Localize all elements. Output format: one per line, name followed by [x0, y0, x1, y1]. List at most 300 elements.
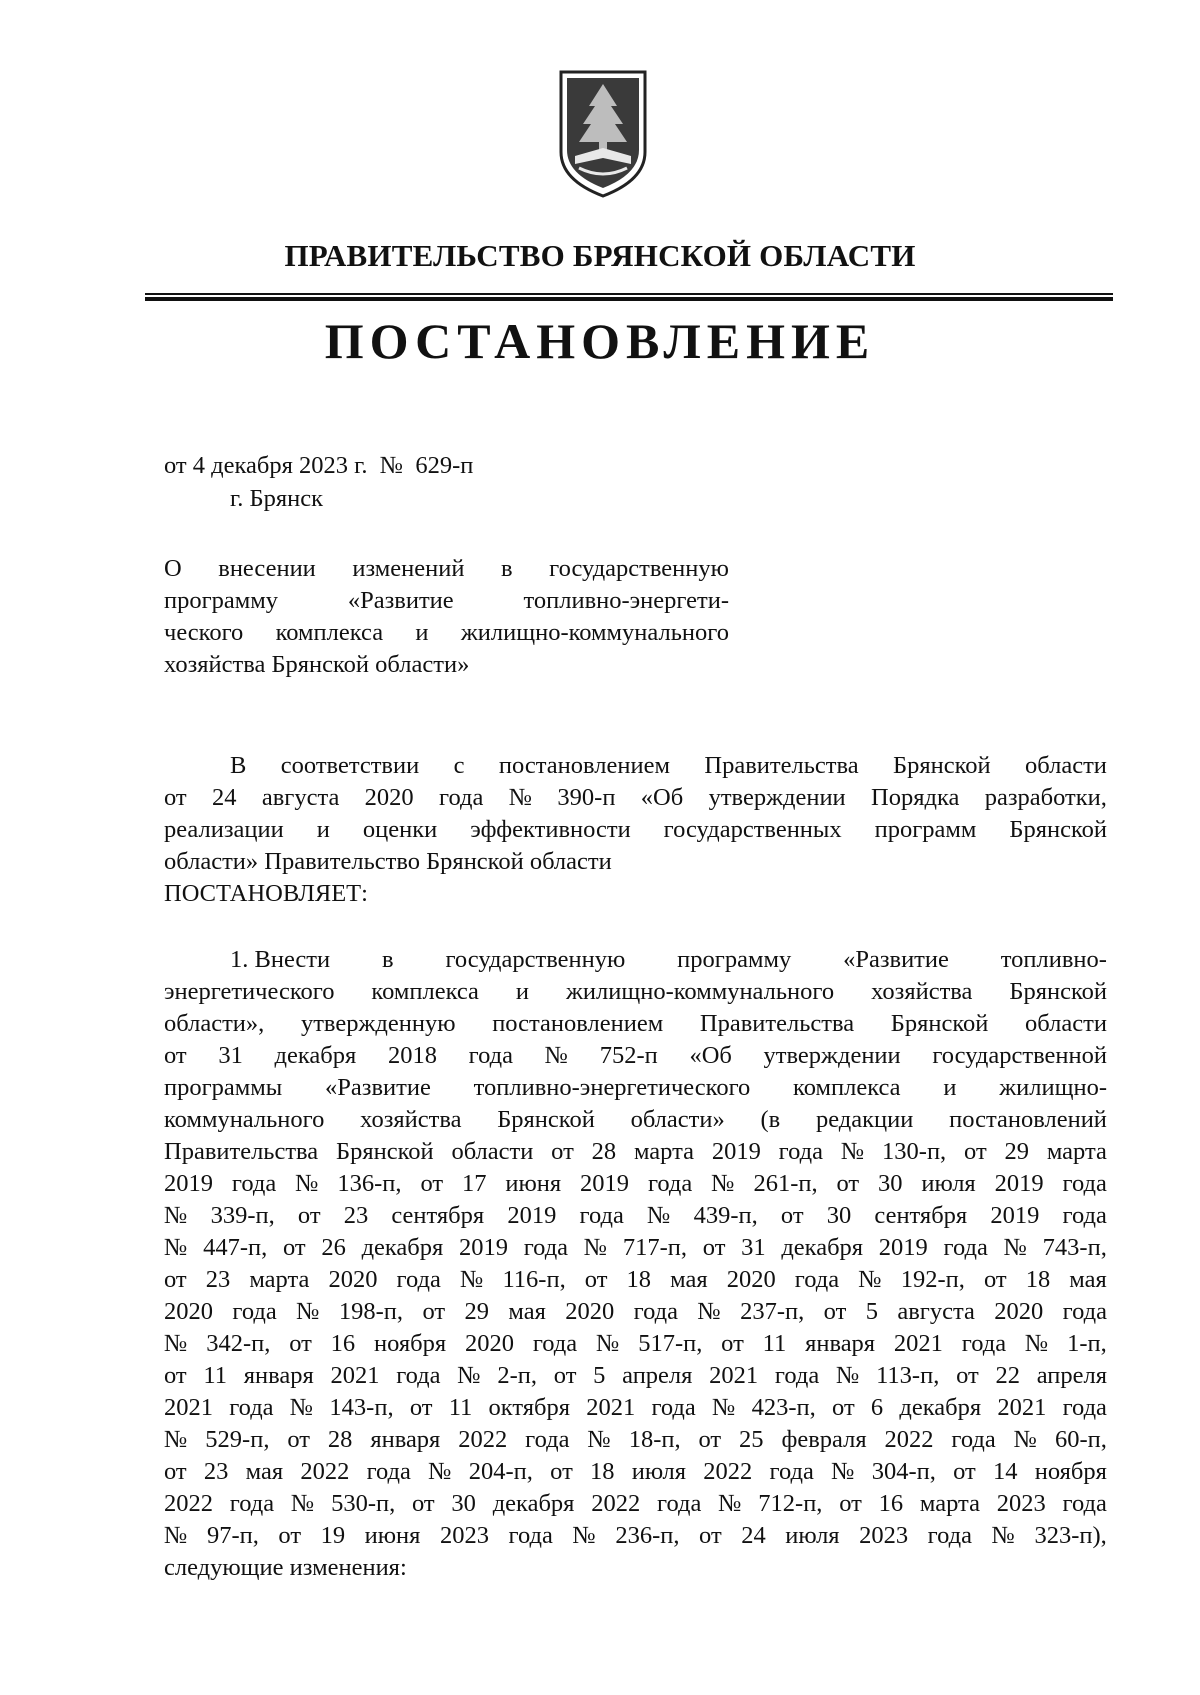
word: от	[164, 1266, 187, 1293]
word: октября	[488, 1394, 570, 1421]
word: 342-п,	[206, 1330, 271, 1357]
word: 11	[762, 1330, 787, 1357]
word: 18	[1025, 1266, 1051, 1293]
word: 5	[593, 1362, 606, 1389]
word: жилищно-коммунального	[565, 978, 835, 1005]
word: от	[983, 1266, 1007, 1293]
word: августа	[261, 784, 340, 811]
word: от	[551, 1138, 574, 1165]
word: 2020	[164, 1298, 213, 1325]
word: 2018	[387, 1042, 437, 1069]
word: 192-п,	[900, 1266, 965, 1293]
document-city: г. Брянск	[230, 485, 324, 512]
word: государственной	[932, 1042, 1107, 1069]
word: №	[697, 1298, 721, 1325]
word: разработки,	[984, 784, 1107, 811]
word: области»	[630, 1106, 725, 1133]
word: 261-п,	[753, 1170, 818, 1197]
word: 2023	[859, 1522, 909, 1549]
subject-line	[164, 585, 729, 617]
item-1-line	[164, 1488, 1107, 1520]
word: области	[1025, 752, 1107, 779]
word: февраля	[781, 1426, 867, 1453]
word: года	[927, 1522, 972, 1549]
word: №	[164, 1234, 188, 1261]
word: 31	[741, 1234, 766, 1261]
word: 29	[464, 1298, 489, 1325]
word: оценки	[362, 816, 438, 843]
item-1-line	[164, 976, 1107, 1008]
word: ческого	[164, 619, 244, 646]
word: от	[282, 1234, 306, 1261]
word: от	[953, 1458, 976, 1485]
word: года	[657, 1490, 702, 1517]
word: от	[702, 1234, 726, 1261]
word: 30	[451, 1490, 476, 1517]
word: государственную	[549, 555, 729, 582]
word: 2-п,	[497, 1362, 538, 1389]
item-1-line	[164, 1168, 1107, 1200]
word: Брянской	[1009, 978, 1107, 1005]
word: 204-п,	[468, 1458, 533, 1485]
word: №	[295, 1170, 319, 1197]
word: ноября	[1034, 1458, 1107, 1485]
word: года	[396, 1362, 441, 1389]
word: программу	[164, 587, 279, 614]
word: года	[647, 1170, 693, 1197]
word: 2019	[878, 1234, 928, 1261]
word: года	[769, 1458, 814, 1485]
word: от	[823, 1298, 847, 1325]
decree-word: ПОСТАНОВЛЯЕТ:	[164, 880, 368, 907]
word: 2020	[726, 1266, 776, 1293]
word: года	[366, 1458, 411, 1485]
word: от	[780, 1202, 804, 1229]
word: «Развитие	[843, 946, 949, 973]
word: января	[805, 1330, 876, 1357]
word: от	[164, 1362, 187, 1389]
word: Брянской	[497, 1106, 595, 1133]
word: 18	[590, 1458, 615, 1485]
word: №	[711, 1170, 735, 1197]
word: 16	[330, 1330, 356, 1357]
word: 23	[205, 1266, 231, 1293]
word: года	[232, 1298, 277, 1325]
word: от	[964, 1138, 987, 1165]
word: 2022	[164, 1490, 213, 1517]
word: утверждении	[708, 784, 846, 811]
word: 2019	[994, 1170, 1044, 1197]
word: области	[1025, 1010, 1107, 1037]
subject-line	[164, 617, 729, 649]
word: хозяйства	[360, 1106, 462, 1133]
word: области»,	[164, 1010, 265, 1037]
word: 14	[992, 1458, 1018, 1485]
word: энергетического	[164, 978, 335, 1005]
word: марта	[1046, 1138, 1107, 1165]
word: Правительства	[704, 752, 859, 779]
word: №	[164, 1522, 188, 1549]
word: года	[1062, 1170, 1107, 1197]
word: 1. Внести	[230, 946, 331, 973]
word: 2019	[459, 1234, 509, 1261]
word: 23	[203, 1458, 229, 1485]
word: года	[439, 784, 484, 811]
word: от	[698, 1426, 722, 1453]
word: В	[230, 752, 247, 779]
preamble-line	[230, 750, 1107, 782]
word: мая	[670, 1266, 708, 1293]
item-1-line	[164, 1392, 1107, 1424]
word: 517-п,	[638, 1330, 703, 1357]
word: 339-п,	[210, 1202, 275, 1229]
word: от	[721, 1330, 744, 1357]
word: №	[428, 1458, 452, 1485]
word: «Развитие	[347, 587, 454, 614]
word: 18	[626, 1266, 652, 1293]
subject-line	[164, 553, 729, 585]
word: №	[1013, 1426, 1038, 1453]
word: соответствии	[280, 752, 420, 779]
word: 2019	[990, 1202, 1040, 1229]
word: 29	[1004, 1138, 1029, 1165]
word: года	[651, 1394, 696, 1421]
word: апреля	[1036, 1362, 1107, 1389]
word: (в	[760, 1106, 781, 1133]
word: области	[451, 1138, 534, 1165]
word: 743-п,	[1042, 1234, 1107, 1261]
word: 2023	[996, 1490, 1046, 1517]
word: с	[453, 752, 465, 779]
item-1-line	[164, 1520, 1107, 1552]
word: года	[1062, 1202, 1107, 1229]
word: 2020	[364, 784, 414, 811]
word: №	[991, 1522, 1015, 1549]
word: 60-п,	[1054, 1426, 1107, 1453]
word: августа	[897, 1298, 975, 1325]
word: №	[296, 1298, 320, 1325]
word: и	[943, 1074, 957, 1101]
word: года	[396, 1266, 441, 1293]
word: 530-п,	[331, 1490, 396, 1517]
word: года	[774, 1362, 820, 1389]
word: №	[587, 1426, 611, 1453]
word: 17	[461, 1170, 487, 1197]
word: года	[943, 1234, 988, 1261]
word: комплекса	[371, 978, 479, 1005]
word: №	[647, 1202, 671, 1229]
word: от	[422, 1298, 446, 1325]
word: от	[836, 1170, 860, 1197]
word: года	[951, 1426, 996, 1453]
item-1-line	[164, 1040, 1107, 1072]
preamble-line	[164, 782, 1107, 814]
word: Брянской	[890, 1010, 989, 1037]
word: №	[858, 1266, 882, 1293]
word: 2019	[507, 1202, 557, 1229]
word: 16	[878, 1490, 904, 1517]
word: года	[229, 1394, 274, 1421]
word: года	[1062, 1490, 1107, 1517]
word: от	[164, 1458, 187, 1485]
word: от	[699, 1522, 722, 1549]
word: 26	[321, 1234, 346, 1261]
word: от	[420, 1170, 444, 1197]
word: 31	[218, 1042, 243, 1069]
word: №	[712, 1394, 736, 1421]
word: 423-п,	[751, 1394, 816, 1421]
word: №	[290, 1490, 315, 1517]
word: 2022	[458, 1426, 508, 1453]
word: января	[243, 1362, 314, 1389]
word: 2023	[439, 1522, 489, 1549]
word: 19	[320, 1522, 346, 1549]
word: декабря	[899, 1394, 982, 1421]
word: марта	[633, 1138, 694, 1165]
word: №	[164, 1426, 188, 1453]
word: года	[229, 1490, 275, 1517]
word: декабря	[361, 1234, 444, 1261]
word: 97-п,	[206, 1522, 259, 1549]
word: №	[508, 784, 533, 811]
word: 18-п,	[628, 1426, 681, 1453]
word: 198-п,	[338, 1298, 404, 1325]
word: года	[794, 1266, 840, 1293]
word: №	[457, 1362, 481, 1389]
word: «Об	[689, 1042, 732, 1069]
word: 439-п,	[693, 1202, 758, 1229]
word: марта	[919, 1490, 980, 1517]
word: эффективности	[470, 816, 631, 843]
word: мая	[1069, 1266, 1107, 1293]
word: комплекса	[275, 619, 384, 646]
word: 1-п,	[1067, 1330, 1107, 1357]
word: Брянской	[893, 752, 991, 779]
word: 304-п,	[871, 1458, 936, 1485]
word: редакции	[816, 1106, 914, 1133]
word: от	[164, 1042, 187, 1069]
word: 116-п,	[502, 1266, 566, 1293]
word: постановлением	[492, 1010, 664, 1037]
word: Правительства	[164, 1138, 319, 1165]
word: 2021	[997, 1394, 1047, 1421]
word: Брянской	[336, 1138, 434, 1165]
word: программ	[874, 816, 977, 843]
item-1-last-line: следующие изменения:	[164, 1554, 407, 1581]
word: №	[595, 1330, 620, 1357]
word: 390-п	[557, 784, 616, 811]
word: Правительства	[699, 1010, 855, 1037]
word: от	[164, 784, 187, 811]
word: июня	[364, 1522, 421, 1549]
word: декабря	[274, 1042, 357, 1069]
word: О	[164, 555, 182, 582]
word: года	[231, 1170, 277, 1197]
word: 2021	[586, 1394, 636, 1421]
word: комплекса	[793, 1074, 901, 1101]
word: от	[550, 1458, 573, 1485]
item-1-line	[164, 1200, 1107, 1232]
word: №	[572, 1522, 596, 1549]
word: реализации	[164, 816, 284, 843]
word: постановлений	[949, 1106, 1107, 1133]
word: 136-п,	[337, 1170, 402, 1197]
word: июля	[921, 1170, 976, 1197]
word: «Об	[640, 784, 684, 811]
word: 2022	[591, 1490, 641, 1517]
item-1-line	[164, 1456, 1107, 1488]
item-1-line	[164, 1136, 1107, 1168]
word: июня	[505, 1170, 562, 1197]
word: 2019	[164, 1170, 213, 1197]
word: и	[415, 619, 429, 646]
item-1-line	[164, 1104, 1107, 1136]
word: постановлением	[498, 752, 670, 779]
word: 28	[327, 1426, 353, 1453]
word: №	[459, 1266, 484, 1293]
word: 237-п,	[740, 1298, 805, 1325]
word: 24	[211, 784, 237, 811]
word: 447-п,	[203, 1234, 268, 1261]
word: изменений	[352, 555, 465, 582]
word: 2022	[884, 1426, 934, 1453]
word: 2020	[328, 1266, 378, 1293]
word: января	[370, 1426, 441, 1453]
item-1-line	[164, 1264, 1107, 1296]
word: №	[718, 1490, 742, 1517]
word: 2022	[300, 1458, 350, 1485]
word: марта	[249, 1266, 310, 1293]
word: жилищно-	[999, 1074, 1107, 1101]
word: от	[297, 1202, 321, 1229]
preamble-line	[164, 814, 1107, 846]
word: 2021	[330, 1362, 380, 1389]
word: года	[523, 1234, 569, 1261]
item-1-line	[164, 1360, 1107, 1392]
word: года	[468, 1042, 513, 1069]
word: от	[409, 1394, 433, 1421]
word: от	[553, 1362, 577, 1389]
word: №	[835, 1362, 860, 1389]
word: апреля	[622, 1362, 693, 1389]
word: 30	[878, 1170, 903, 1197]
word: 6	[870, 1394, 884, 1421]
word: года	[633, 1298, 678, 1325]
word: года	[961, 1330, 1007, 1357]
word: №	[840, 1138, 865, 1165]
word: 2020	[565, 1298, 615, 1325]
word: 2021	[164, 1394, 213, 1421]
word: коммунального	[164, 1106, 325, 1133]
word: внесении	[218, 555, 316, 582]
word: топливно-энергети-	[523, 587, 729, 614]
word: №	[544, 1042, 569, 1069]
preamble-line: области» Правительство Брянской области	[164, 848, 612, 875]
word: №	[289, 1394, 314, 1421]
word: 2019	[711, 1138, 761, 1165]
word: от	[584, 1266, 608, 1293]
word: 143-п,	[329, 1394, 394, 1421]
word: программу	[677, 946, 792, 973]
word: 22	[995, 1362, 1020, 1389]
word: от	[956, 1362, 979, 1389]
word: Брянской	[1009, 816, 1107, 843]
coat-of-arms-icon	[557, 68, 649, 200]
word: года	[1062, 1394, 1107, 1421]
word: 2020	[464, 1330, 514, 1357]
word: «Развитие	[325, 1074, 431, 1101]
word: №	[831, 1458, 855, 1485]
word: 25	[739, 1426, 764, 1453]
word: от	[289, 1330, 312, 1357]
word: топливно-энергетического	[473, 1074, 751, 1101]
word: и	[515, 978, 530, 1005]
word: декабря	[781, 1234, 864, 1261]
word: и	[316, 816, 330, 843]
item-1-line	[164, 1328, 1107, 1360]
word: программы	[164, 1074, 283, 1101]
word: 2021	[893, 1330, 943, 1357]
word: государственных	[663, 816, 842, 843]
word: в	[382, 946, 394, 973]
word: от	[287, 1426, 310, 1453]
word: 2022	[703, 1458, 753, 1485]
word: от	[832, 1394, 855, 1421]
word: №	[164, 1330, 188, 1357]
word: от	[412, 1490, 435, 1517]
header-divider	[145, 293, 1113, 302]
word: №	[1003, 1234, 1027, 1261]
word: 23	[343, 1202, 369, 1229]
word: Порядка	[871, 784, 960, 811]
word: от	[839, 1490, 862, 1517]
word: 11	[203, 1362, 227, 1389]
word: 113-п,	[876, 1362, 940, 1389]
document-date-number: от 4 декабря 2023 г. № 629-п	[164, 452, 474, 479]
word: 323-п),	[1034, 1522, 1107, 1549]
word: года	[778, 1138, 823, 1165]
word: утверждении	[763, 1042, 901, 1069]
word: топливно-	[1000, 946, 1107, 973]
word: №	[164, 1202, 188, 1229]
word: года	[579, 1202, 624, 1229]
subject-line: хозяйства Брянской области»	[164, 651, 470, 678]
item-1-line	[164, 1232, 1107, 1264]
word: №	[1024, 1330, 1049, 1357]
word: утвержденную	[300, 1010, 456, 1037]
word: государственную	[445, 946, 626, 973]
word: 2020	[994, 1298, 1044, 1325]
word: 717-п,	[622, 1234, 688, 1261]
item-1-line	[230, 944, 1107, 976]
word: №	[583, 1234, 608, 1261]
word: 712-п,	[758, 1490, 823, 1517]
word: ноября	[374, 1330, 447, 1357]
word: мая	[245, 1458, 284, 1485]
document-type-title: ПОСТАНОВЛЕНИЕ	[324, 313, 876, 369]
word: мая	[508, 1298, 546, 1325]
word: 24	[741, 1522, 766, 1549]
word: декабря	[492, 1490, 575, 1517]
word: 752-п	[599, 1042, 658, 1069]
word: хозяйства	[871, 978, 973, 1005]
word: сентября	[874, 1202, 968, 1229]
word: 11	[448, 1394, 473, 1421]
word: от	[278, 1522, 302, 1549]
word: 28	[591, 1138, 617, 1165]
item-1-line	[164, 1296, 1107, 1328]
item-1-line	[164, 1008, 1107, 1040]
